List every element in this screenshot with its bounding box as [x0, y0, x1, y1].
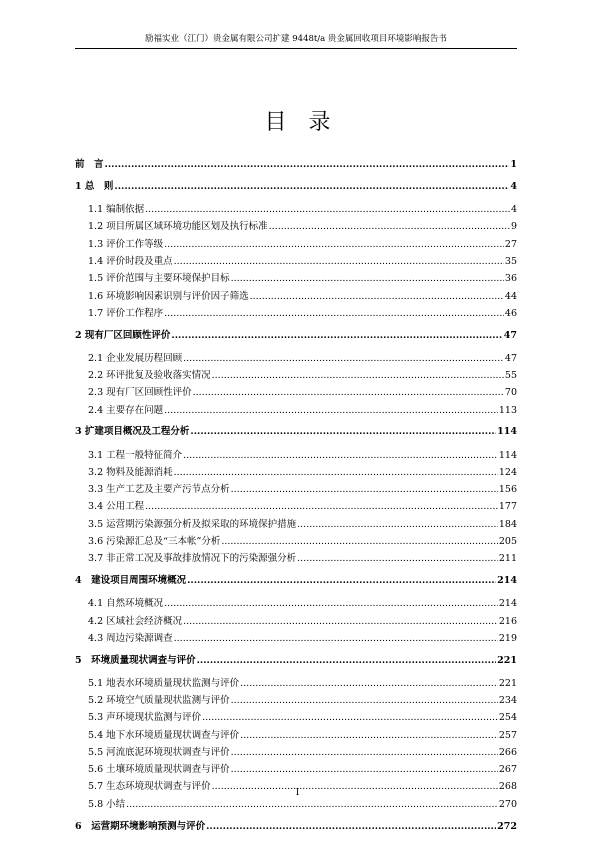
toc-entry-page: 156 — [498, 484, 517, 496]
toc-entry-page: 70 — [504, 387, 517, 399]
toc-entry-page: 270 — [498, 798, 517, 810]
dot-leader — [269, 218, 510, 235]
dot-leader — [240, 727, 498, 744]
toc-section-entry[interactable] — [75, 498, 517, 515]
dot-leader — [114, 178, 509, 196]
toc-section-entry[interactable] — [75, 595, 517, 612]
toc-chapter-entry[interactable] — [75, 652, 517, 670]
toc-section-entry[interactable] — [75, 367, 517, 384]
dot-leader — [221, 533, 498, 550]
dot-leader — [193, 384, 504, 401]
toc-entry-label: 1.4 评价时段及重点 — [88, 255, 173, 267]
toc-entry-page: 214 — [498, 598, 517, 610]
toc-entry-page: 47 — [503, 329, 517, 341]
toc-entry-page: 35 — [504, 255, 517, 267]
toc-section-entry[interactable] — [75, 630, 517, 647]
toc-section-entry[interactable] — [75, 727, 517, 744]
toc-section-entry[interactable] — [75, 744, 517, 761]
toc-section-entry[interactable] — [75, 675, 517, 692]
toc-entry-label: 3 扩建项目概况及工程分析 — [75, 426, 190, 438]
dot-leader — [250, 288, 504, 305]
toc-entry-page: 267 — [498, 764, 517, 776]
toc-entry-label: 2.3 现有厂区回顾性评价 — [88, 387, 192, 399]
dot-leader — [183, 350, 504, 367]
toc-section-entry[interactable] — [75, 384, 517, 401]
page-number: I — [295, 788, 300, 798]
toc-section-entry[interactable] — [75, 253, 517, 270]
dot-leader — [212, 367, 504, 384]
toc-entry-page: 216 — [498, 615, 517, 627]
page-title: 目录 — [264, 110, 353, 135]
toc-entry-label: 1.3 评价工作等级 — [88, 238, 164, 250]
dot-leader — [202, 709, 498, 726]
toc-entry-page: 1 — [510, 159, 517, 170]
dot-leader — [164, 402, 498, 419]
dot-leader — [105, 156, 510, 174]
toc-entry-page: 177 — [498, 501, 517, 513]
toc-entry-label: 3.7 非正常工况及事故排放情况下的污染源强分析 — [88, 553, 297, 565]
toc-entry-label: 3.6 污染源汇总及“三本帐”分析 — [88, 536, 221, 548]
dot-leader — [206, 818, 496, 836]
dot-leader — [164, 305, 504, 322]
toc-entry-label: 5.7 生态环境现状调查与评价 — [88, 781, 211, 793]
toc-entry-label: 5 环境质量现状调查与评价 — [75, 654, 196, 666]
toc-chapter-entry[interactable] — [75, 327, 517, 345]
toc-section-entry[interactable] — [75, 201, 517, 218]
toc-entry-page: 46 — [504, 307, 517, 319]
toc-entry-page: 124 — [498, 466, 517, 478]
toc-entry-label: 1.5 评价范围与主要环境保护目标 — [88, 273, 230, 285]
toc-entry-label: 3.5 运营期污染源强分析及拟采取的环境保护措施 — [88, 518, 297, 530]
toc-section-entry[interactable] — [75, 533, 517, 550]
toc-entry-label: 3.4 公用工程 — [88, 501, 145, 513]
toc-entry-page: 55 — [504, 370, 517, 382]
toc-entry-label: 1.7 评价工作程序 — [88, 307, 164, 319]
toc-entry-page: 268 — [498, 781, 517, 793]
toc-entry-label: 4.1 自然环境概况 — [88, 598, 164, 610]
dot-leader — [183, 613, 498, 630]
toc-entry-page: 214 — [497, 575, 517, 587]
toc-section-entry[interactable] — [75, 761, 517, 778]
toc-section-entry[interactable] — [75, 288, 517, 305]
toc-entry-label: 2.2 环评批复及验收落实情况 — [88, 370, 211, 382]
dot-leader — [190, 423, 496, 441]
toc-chapter-entry[interactable] — [75, 178, 517, 196]
toc-entry-page: 4 — [510, 181, 517, 192]
toc-entry-label: 4 建设项目周围环境概况 — [75, 575, 187, 587]
toc-entry-page: 221 — [497, 654, 517, 666]
toc-entry-label: 5.3 声环境现状监测与评价 — [88, 712, 202, 724]
toc-entry-label: 4.2 区域社会经济概况 — [88, 615, 183, 627]
toc-entry-page: 47 — [504, 352, 517, 364]
toc-entry-page: 205 — [498, 536, 517, 548]
toc-entry-label: 1.1 编制依据 — [88, 204, 145, 216]
toc-chapter-entry[interactable] — [75, 572, 517, 590]
toc-entry-page: 221 — [498, 677, 517, 689]
dot-leader — [231, 692, 498, 709]
dot-leader — [231, 481, 498, 498]
toc-entry-page: 211 — [498, 553, 517, 565]
toc-entry-page: 4 — [510, 204, 517, 216]
dot-leader — [164, 236, 504, 253]
toc-section-entry[interactable] — [75, 305, 517, 322]
table-of-contents — [75, 156, 517, 835]
toc-entry-page: 44 — [504, 290, 517, 302]
toc-entry-label: 5.8 小结 — [88, 798, 126, 810]
toc-entry-label: 2.4 主要存在问题 — [88, 404, 164, 416]
toc-entry-label: 5.2 环境空气质量现状监测与评价 — [88, 695, 230, 706]
toc-entry-label: 3.1 工程一般特征简介 — [88, 449, 183, 461]
toc-entry-label: 5.1 地表水环境质量现状监测与评价 — [88, 677, 240, 689]
dot-leader — [197, 652, 497, 670]
toc-entry-label: 1.2 项目所属区域环境功能区划及执行标准 — [88, 221, 268, 233]
toc-section-entry[interactable] — [75, 481, 517, 498]
toc-entry-page: 114 — [497, 426, 517, 438]
toc-section-entry[interactable] — [75, 796, 517, 813]
dot-leader — [187, 572, 496, 590]
toc-entry-label: 5.6 土壤环境质量现状调查与评价 — [88, 764, 230, 776]
toc-section-entry[interactable] — [75, 402, 517, 419]
toc-entry-label: 3.2 物料及能源消耗 — [88, 466, 173, 478]
toc-section-entry[interactable] — [75, 692, 517, 709]
running-header: 励福实业（江门）贵金属有限公司扩建 9448t/a 贵金属回收项目环境影响报告书 — [75, 32, 517, 49]
dot-leader — [174, 464, 498, 481]
toc-entry-page: 113 — [498, 404, 517, 416]
toc-entry-page: 9 — [510, 221, 517, 233]
toc-entry-page: 234 — [498, 695, 517, 706]
toc-chapter-entry[interactable] — [75, 818, 517, 836]
toc-entry-page: 272 — [497, 820, 517, 832]
toc-chapter-entry[interactable] — [75, 156, 517, 174]
toc-entry-page: 184 — [498, 518, 517, 530]
toc-section-entry[interactable] — [75, 464, 517, 481]
toc-entry-page: 257 — [498, 729, 517, 741]
toc-entry-label: 4.3 周边污染源调查 — [88, 632, 173, 644]
toc-entry-label: 2.1 企业发展历程回顾 — [88, 352, 183, 364]
dot-leader — [231, 270, 504, 287]
toc-section-entry[interactable] — [75, 516, 517, 533]
toc-entry-page: 266 — [498, 746, 517, 758]
toc-entry-label: 前 言 — [75, 159, 104, 170]
toc-chapter-entry[interactable] — [75, 423, 517, 441]
toc-section-entry[interactable] — [75, 447, 517, 464]
toc-entry-label: 6 运营期环境影响预测与评价 — [75, 820, 206, 832]
toc-entry-page: 114 — [498, 449, 517, 461]
toc-section-entry[interactable] — [75, 550, 517, 567]
dot-leader — [240, 675, 498, 692]
dot-leader — [145, 498, 498, 515]
toc-entry-label: 5.5 河流底泥环境现状调查与评价 — [88, 746, 230, 758]
toc-section-entry[interactable] — [75, 270, 517, 287]
dot-leader — [174, 253, 504, 270]
toc-section-entry[interactable] — [75, 709, 517, 726]
toc-entry-page: 219 — [498, 632, 517, 644]
toc-entry-label: 5.4 地下水环境质量现状调查与评价 — [88, 729, 240, 741]
toc-section-entry[interactable] — [75, 613, 517, 630]
dot-leader — [164, 595, 498, 612]
dot-leader — [231, 744, 498, 761]
dot-leader — [297, 516, 498, 533]
dot-leader — [145, 201, 510, 218]
dot-leader — [297, 550, 498, 567]
toc-section-entry[interactable] — [75, 350, 517, 367]
dot-leader — [183, 447, 498, 464]
toc-entry-label: 3.3 生产工艺及主要产污节点分析 — [88, 484, 230, 496]
toc-entry-page: 36 — [504, 273, 517, 285]
toc-entry-page: 27 — [504, 238, 517, 250]
toc-entry-label: 1.6 环境影响因素识别与评价因子筛选 — [88, 290, 249, 302]
toc-section-entry[interactable] — [75, 236, 517, 253]
dot-leader — [231, 761, 498, 778]
toc-entry-label: 2 现有厂区回顾性评价 — [75, 329, 171, 341]
toc-entry-page: 254 — [498, 712, 517, 724]
dot-leader — [174, 630, 498, 647]
dot-leader — [171, 327, 502, 345]
toc-section-entry[interactable] — [75, 218, 517, 235]
dot-leader — [126, 796, 498, 813]
toc-entry-label: 1 总 则 — [75, 181, 114, 192]
